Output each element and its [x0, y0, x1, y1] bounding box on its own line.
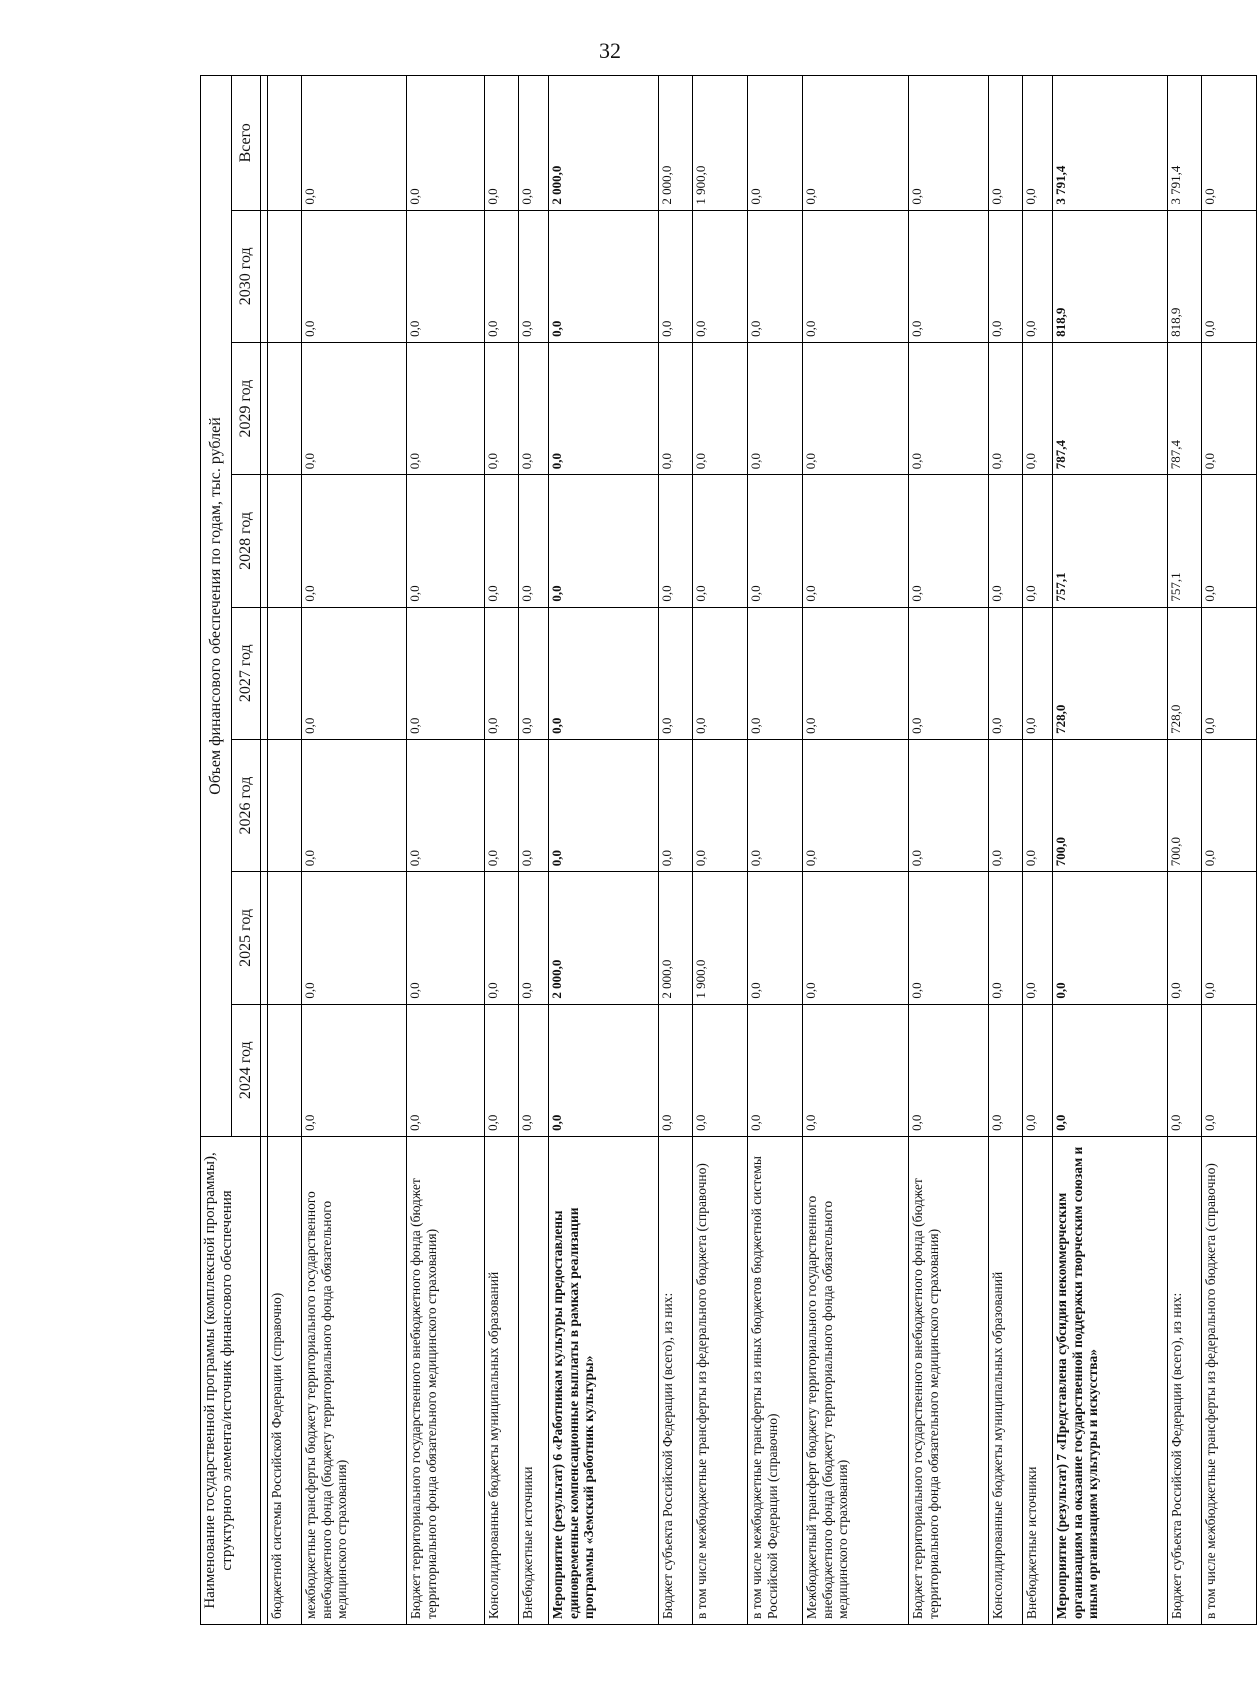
- value-cell: 0,0: [989, 475, 1023, 607]
- value-cell: 0,0: [302, 210, 407, 342]
- row-label: в том числе межбюджетные трансферты из федерального бюджета (справочно): [693, 1136, 748, 1624]
- column-header-year: Всего: [232, 76, 261, 211]
- spacer-cell: [261, 872, 268, 1004]
- value-cell: 0,0: [519, 607, 549, 739]
- value-cell: 0,0: [693, 1004, 748, 1136]
- value-cell: 0,0: [693, 739, 748, 871]
- value-cell: 0,0: [407, 1004, 485, 1136]
- value-cell: 0,0: [748, 210, 803, 342]
- value-cell: 0,0: [1023, 739, 1053, 871]
- row-label: Межбюджетный трансферт бюджету территориального государственного внебюджетного фонда (бюджету территориального фонда обязательного медицинского страхования): [803, 1136, 909, 1624]
- value-cell: 0,0: [659, 475, 693, 607]
- value-cell: 0,0: [407, 872, 485, 1004]
- row-label: Внебюджетные источники: [519, 1136, 549, 1624]
- value-cell: 0,0: [519, 342, 549, 474]
- value-cell: 2 000,0: [659, 76, 693, 211]
- table-row: [748, 76, 803, 1625]
- value-cell: [268, 475, 302, 607]
- table-row: [803, 76, 909, 1625]
- value-cell: 2 000,0: [659, 872, 693, 1004]
- value-cell: 700,0: [1168, 739, 1202, 871]
- value-cell: 0,0: [989, 739, 1023, 871]
- value-cell: 0,0: [1023, 475, 1053, 607]
- value-cell: 0,0: [1168, 1004, 1202, 1136]
- row-label: Мероприятие (результат) 6 «Работникам культуры предоставлены единовременные компенсационные выплаты в рамках реализации программы «Земский работник культуры»: [549, 1136, 659, 1624]
- value-cell: 728,0: [1053, 607, 1168, 739]
- value-cell: 0,0: [1053, 1004, 1168, 1136]
- value-cell: 0,0: [989, 872, 1023, 1004]
- value-cell: [268, 210, 302, 342]
- value-cell: 0,0: [1202, 76, 1257, 211]
- value-cell: 0,0: [407, 475, 485, 607]
- row-label: Консолидированные бюджеты муниципальных образований: [989, 1136, 1023, 1624]
- value-cell: 0,0: [659, 210, 693, 342]
- value-cell: 0,0: [748, 872, 803, 1004]
- value-cell: 0,0: [1023, 342, 1053, 474]
- value-cell: 0,0: [485, 1004, 519, 1136]
- row-label: в том числе межбюджетные трансферты из федерального бюджета (справочно): [1202, 1136, 1257, 1624]
- table-row: [1168, 76, 1202, 1625]
- value-cell: 0,0: [485, 607, 519, 739]
- rotated-sheet: [200, 75, 1218, 1625]
- value-cell: 3 791,4: [1053, 76, 1168, 211]
- value-cell: 0,0: [1202, 872, 1257, 1004]
- value-cell: 0,0: [909, 342, 989, 474]
- value-cell: 0,0: [549, 1004, 659, 1136]
- row-label: Бюджет субъекта Российской Федерации (всего), из них:: [1168, 1136, 1202, 1624]
- row-label: Консолидированные бюджеты муниципальных образований: [485, 1136, 519, 1624]
- spacer-cell: [261, 739, 268, 871]
- value-cell: 0,0: [1202, 607, 1257, 739]
- value-cell: 818,9: [1053, 210, 1168, 342]
- table-row: [693, 76, 748, 1625]
- value-cell: 0,0: [1053, 872, 1168, 1004]
- value-cell: 3 791,4: [1168, 76, 1202, 211]
- value-cell: 0,0: [1023, 76, 1053, 211]
- value-cell: 0,0: [485, 342, 519, 474]
- table-row: [909, 76, 989, 1625]
- table-row: [989, 76, 1023, 1625]
- row-label: бюджетной системы Российской Федерации (справочно): [268, 1136, 302, 1624]
- value-cell: 0,0: [302, 739, 407, 871]
- value-cell: 0,0: [519, 1004, 549, 1136]
- value-cell: 0,0: [803, 872, 909, 1004]
- spacer-cell: [261, 607, 268, 739]
- column-header-year: 2027 год: [232, 607, 261, 739]
- value-cell: 787,4: [1053, 342, 1168, 474]
- table-row: [268, 76, 302, 1625]
- value-cell: 0,0: [659, 739, 693, 871]
- value-cell: 0,0: [485, 210, 519, 342]
- value-cell: 0,0: [909, 475, 989, 607]
- table-row: [1202, 76, 1257, 1625]
- spacer-cell: [261, 475, 268, 607]
- column-header-year: 2029 год: [232, 342, 261, 474]
- value-cell: 0,0: [909, 1004, 989, 1136]
- spacer-cell: [261, 76, 268, 211]
- value-cell: 0,0: [693, 342, 748, 474]
- value-cell: 818,9: [1168, 210, 1202, 342]
- table-body: [268, 76, 1257, 1625]
- column-group-header: Объем финансового обеспечения по годам, тыс. рублей: [201, 76, 232, 1137]
- value-cell: [268, 342, 302, 474]
- value-cell: 0,0: [519, 76, 549, 211]
- value-cell: 0,0: [748, 1004, 803, 1136]
- value-cell: 0,0: [407, 739, 485, 871]
- column-header-year: 2028 год: [232, 475, 261, 607]
- value-cell: 0,0: [519, 475, 549, 607]
- table-header: [201, 76, 268, 1625]
- value-cell: 2 000,0: [549, 872, 659, 1004]
- value-cell: 757,1: [1168, 475, 1202, 607]
- value-cell: 0,0: [1202, 210, 1257, 342]
- value-cell: [268, 1004, 302, 1136]
- table-row: [302, 76, 407, 1625]
- row-label: Мероприятие (результат) 7 «Представлена субсидия некоммерческим организациям на оказание государственной поддержки творческим союзам и иным организациям культуры и искусства»: [1053, 1136, 1168, 1624]
- value-cell: 0,0: [407, 76, 485, 211]
- value-cell: 0,0: [748, 342, 803, 474]
- value-cell: 0,0: [989, 342, 1023, 474]
- value-cell: 0,0: [748, 76, 803, 211]
- header-spacer-row: [261, 76, 268, 1625]
- value-cell: 0,0: [302, 872, 407, 1004]
- row-label: Бюджет территориального государственного внебюджетного фонда (бюджет территориального фонда обязательного медицинского страхования): [407, 1136, 485, 1624]
- value-cell: 0,0: [803, 342, 909, 474]
- table-row: [519, 76, 549, 1625]
- value-cell: 728,0: [1168, 607, 1202, 739]
- value-cell: 0,0: [407, 607, 485, 739]
- value-cell: 0,0: [302, 607, 407, 739]
- value-cell: 0,0: [407, 210, 485, 342]
- value-cell: 0,0: [693, 210, 748, 342]
- value-cell: 0,0: [1202, 342, 1257, 474]
- value-cell: 0,0: [485, 872, 519, 1004]
- value-cell: 0,0: [748, 475, 803, 607]
- value-cell: 0,0: [1168, 872, 1202, 1004]
- value-cell: [268, 76, 302, 211]
- value-cell: 0,0: [989, 210, 1023, 342]
- value-cell: 0,0: [909, 76, 989, 211]
- value-cell: 787,4: [1168, 342, 1202, 474]
- value-cell: 0,0: [803, 1004, 909, 1136]
- value-cell: 757,1: [1053, 475, 1168, 607]
- value-cell: 0,0: [659, 1004, 693, 1136]
- value-cell: 0,0: [549, 210, 659, 342]
- value-cell: 0,0: [693, 475, 748, 607]
- spacer-cell: [261, 210, 268, 342]
- value-cell: 0,0: [659, 607, 693, 739]
- row-label: Внебюджетные источники: [1023, 1136, 1053, 1624]
- column-header-year: 2030 год: [232, 210, 261, 342]
- value-cell: 0,0: [909, 739, 989, 871]
- value-cell: 0,0: [519, 210, 549, 342]
- value-cell: [268, 872, 302, 1004]
- value-cell: 0,0: [909, 872, 989, 1004]
- table-row: [659, 76, 693, 1625]
- value-cell: 2 000,0: [549, 76, 659, 211]
- value-cell: 0,0: [748, 607, 803, 739]
- value-cell: 0,0: [1202, 1004, 1257, 1136]
- value-cell: 0,0: [1023, 1004, 1053, 1136]
- value-cell: 0,0: [909, 607, 989, 739]
- value-cell: 0,0: [549, 739, 659, 871]
- value-cell: 0,0: [989, 1004, 1023, 1136]
- spacer-cell: [261, 1136, 268, 1624]
- value-cell: 0,0: [519, 739, 549, 871]
- row-label: Бюджет территориального государственного внебюджетного фонда (бюджет территориального фонда обязательного медицинского страхования): [909, 1136, 989, 1624]
- value-cell: 0,0: [1202, 475, 1257, 607]
- value-cell: 0,0: [1202, 739, 1257, 871]
- value-cell: 0,0: [989, 607, 1023, 739]
- page-number: 32: [599, 38, 621, 63]
- spacer-cell: [261, 342, 268, 474]
- value-cell: 0,0: [302, 342, 407, 474]
- value-cell: 1 900,0: [693, 76, 748, 211]
- spacer-cell: [261, 1004, 268, 1136]
- value-cell: 0,0: [549, 475, 659, 607]
- financing-table: [200, 75, 1257, 1625]
- value-cell: 0,0: [748, 739, 803, 871]
- value-cell: 0,0: [519, 872, 549, 1004]
- table-row: [549, 76, 659, 1625]
- column-header-name: Наименование государственной программы (комплексной программы), структурного элемента/источник финансового обеспечения: [201, 1136, 261, 1624]
- row-label: в том числе межбюджетные трансферты из иных бюджетов бюджетной системы Российской Федерации (справочно): [748, 1136, 803, 1624]
- table-row: [407, 76, 485, 1625]
- value-cell: 0,0: [1023, 210, 1053, 342]
- value-cell: 0,0: [407, 342, 485, 474]
- row-label: межбюджетные трансферты бюджету территориального государственного внебюджетного фонда (бюджету территориального фонда обязательного медицинского страхования): [302, 1136, 407, 1624]
- value-cell: [268, 739, 302, 871]
- value-cell: 0,0: [1023, 607, 1053, 739]
- value-cell: 0,0: [549, 342, 659, 474]
- row-label: Бюджет субъекта Российской Федерации (всего), из них:: [659, 1136, 693, 1624]
- table-row: [1023, 76, 1053, 1625]
- value-cell: 0,0: [1023, 872, 1053, 1004]
- table-row: [485, 76, 519, 1625]
- value-cell: 0,0: [549, 607, 659, 739]
- value-cell: 0,0: [302, 475, 407, 607]
- value-cell: 0,0: [693, 607, 748, 739]
- value-cell: 700,0: [1053, 739, 1168, 871]
- value-cell: 0,0: [485, 76, 519, 211]
- value-cell: 0,0: [659, 342, 693, 474]
- value-cell: 0,0: [302, 1004, 407, 1136]
- value-cell: 0,0: [803, 475, 909, 607]
- value-cell: [268, 607, 302, 739]
- value-cell: 0,0: [803, 76, 909, 211]
- value-cell: 0,0: [909, 210, 989, 342]
- column-header-year: 2026 год: [232, 739, 261, 871]
- value-cell: 0,0: [989, 76, 1023, 211]
- value-cell: 0,0: [803, 607, 909, 739]
- table-row: [1053, 76, 1168, 1625]
- column-header-year: 2024 год: [232, 1004, 261, 1136]
- value-cell: 0,0: [803, 210, 909, 342]
- value-cell: 0,0: [302, 76, 407, 211]
- value-cell: 0,0: [803, 739, 909, 871]
- value-cell: 1 900,0: [693, 872, 748, 1004]
- value-cell: 0,0: [485, 475, 519, 607]
- value-cell: 0,0: [485, 739, 519, 871]
- column-header-year: 2025 год: [232, 872, 261, 1004]
